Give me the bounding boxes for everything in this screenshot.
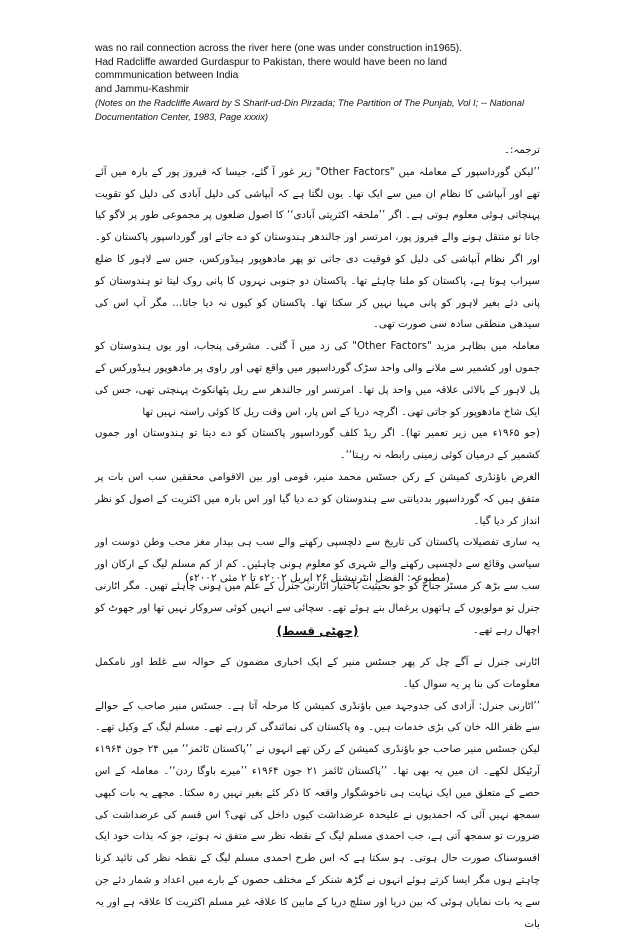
english-line-3: commmunication between India (95, 70, 239, 82)
translation-label: ترجمہ:۔ (503, 145, 540, 156)
urdu-paragraph: (جو ۱۹۶۵ء میں زیر تعمیر تھا)۔ اگر ریڈ کلف گورداسپور پاکستان کو دے دیتا تو ہندوستان اور جموں کشمیر کے درمیان کوئی زمینی رابطہ نہ رہتا‘‘۔ (95, 428, 540, 462)
publication-citation: (مطبوعہ: الفضل انٹرنیشنل ۲۶ اپریل ۲۰۰۲ء تا ۲ مئی ۲۰۰۲ء) (184, 572, 450, 584)
english-quote-block (95, 42, 540, 124)
english-line-2: Had Radcliffe awarded Gurdaspur to Pakistan, there would have been no land (95, 56, 448, 68)
urdu-paragraph: اٹارنی جنرل نے آگے چل کر پھر جسٹس منیر کے ایک اخباری مضمون کے حوالہ سے غلط اور نامکمل معلومات کی بنا پر یہ سوال کیا۔ (95, 657, 540, 690)
urdu-translation-block (95, 140, 540, 635)
installment-heading: (چھٹی قسط) (276, 624, 359, 638)
urdu-paragraph: الغرض باؤنڈری کمیشن کے رکن جسٹس محمد منیر، قومی اور بین الاقوامی محققین سب اس بات پر متفق ہیں کہ گورداسپور بددیانتی سے ہندوستان کو دے دیا گیا اور اس بارہ میں اکثریت کے اصول کو نظر انداز کر دیا گیا۔ (95, 471, 540, 527)
urdu-paragraph: معاملہ میں بظاہر مزید "Other Factors" کی زد میں آ گئی۔ مشرقی پنجاب، اور یوں ہندوستان کو جموں اور کشمیر سے ملانے والی واحد سڑک گورداسپور میں واقع تھی اور راوی پر مادھوپور ہیڈورکس کے پل لاہور کے بالائی علاقہ میں واحد پل تھا۔ امرتسر اور جالندھر سے ریل پٹھانکوٹ پہنچتی تھی، جس کی ایک شاخ مادھوپور کو جاتی تھی۔ اگرچہ دریا کے اس پار، اس وقت ریل کا کوئی راستہ نہیں تھا (95, 341, 540, 418)
english-line-1: was no rail connection across the river here (one was under construction in1965). (95, 43, 462, 54)
urdu-installment-block (95, 652, 540, 930)
urdu-paragraph: ’’لیکن گورداسپور کے معاملہ میں "Other Factors" زیر غور آ گئے، جیسا کہ فیروز پور کے بارہ میں آئے تھے اور آبپاشی کا نظام ان میں سے ایک تھا۔ یوں لگتا ہے کہ آبپاشی کی دلیل آبادی کی دلیل کو تقویت پہنچاتی ہوئی معلوم ہوتی ہے۔ اگر ’’ملحقہ اکثریتی آبادی‘‘ کا اصول ضلعوں پر مجموعی طور پر لاگو کیا جاتا تو منتقل ہونے والے فیروز پور، امرتسر اور جالندھر ہندوستان کو دے جاتے اور گورداسپور پاکستان کو۔ اور اگر نظام آبپاشی کی دلیل کو فوقیت دی جاتی تو پھر مادھوپور ہیڈورکس، جس سے لاہور کا ضلع سیراب ہوتا ہے، پاکستان کو ملنا چاہئے تھا۔ پاکستان دو جنوبی نہروں کا پانی روک لیتا تو ہندوستان کو پانی دئے بغیر لاہور کو پانی مہیا نہیں کر سکتا تھا۔ پاکستان کو کیوں نہ دیا جاتا… مگر آپ اس کی سیدھی منطقی سادہ سی صورت تھی۔ (95, 166, 540, 331)
english-line-4: and Jammu-Kashmir (95, 83, 189, 95)
urdu-paragraph: یہ ساری تفصیلات پاکستان کی تاریخ سے دلچسپی رکھنے والے سب ہی بیدار مغز محب وطن دوست اور سیاسی وقائع سے دلچسپی رکھنے والے شہری کو معلوم ہونی چاہئیں۔ کم از کم مسلم لیگ کے ارکان اور سب سے بڑھ کر مسٹر جناح کو جو بحیثیت باختیار اٹارنی جنرل کے علم میں ہونی چاہئے تھیں۔ مگر اٹارنی جنرل تو مولویوں کے ہاتھوں یرغمال بنے ہوئے تھے۔ سچائی سے انہیں کوئی سروکار نہیں تھا اور جھوٹ کو اچھال رہے تھے۔ (95, 537, 540, 636)
english-source-note: (Notes on the Radcliffe Award by S Sharif-ud-Din Pirzada; The Partition of The Punjab, Vol I; -- National Documentation Center, 1983, Page xxxix) (95, 97, 525, 122)
urdu-paragraph: ’’اٹارنی جنرل: آزادی کی جدوجہد میں باؤنڈری کمیشن کا مرحلہ آتا ہے۔ جسٹس منیر صاحب کے حوالے سے ظفر اللہ خان کی بڑی خدمات ہیں۔ وہ پاکستان کی نمائندگی کر رہے تھے۔ مسلم لیگ کے وکیل تھے۔ لیکن جسٹس منیر صاحب جو باؤنڈری کمیشن کے رکن تھے انہوں نے ’’پاکستان ٹائمز‘‘ میں ۲۴ جون ۱۹۶۴ء آرٹیکل لکھے۔ ان میں یہ بھی تھا۔ ’’پاکستان ٹائمز ۲۱ جون ۱۹۶۴ء ’’میرے باوگا ردن‘‘۔ معاملہ کے اس حصے کے متعلق میں ایک نہایت ہی ناخوشگوار واقعہ کا ذکر کئے بغیر نہیں رہ سکتا۔ مجھے یہ بات کبھی سمجھ نہیں آئی کہ احمدیوں نے علیحدہ عرضداشت کیوں داخل کی تھی؟ اس قسم کی عرضداشت کی ضرورت تو سمجھ آتی ہے، جب احمدی مسلم لیگ کے نقطہ نظر سے متفق نہ ہوتے، جو کہ بذات خود ایک افسوسناک صورت حال ہوتی۔ ہو سکتا ہے کہ اس طرح احمدی مسلم لیگ کے نقطہ نظر کی تائید کرنا چاہتے ہوں مگر ایسا کرتے ہوئے انہوں نے گڑھ شنکر کے مختلف حصوں کے بارے میں اعداد و شمار دئے جن سے یہ بات نمایاں ہوئی کہ بین دریا اور ستلج دریا کے مابین کا علاقہ غیر مسلم اکثریت کا علاقہ ہے اور یہ بات (95, 700, 540, 930)
